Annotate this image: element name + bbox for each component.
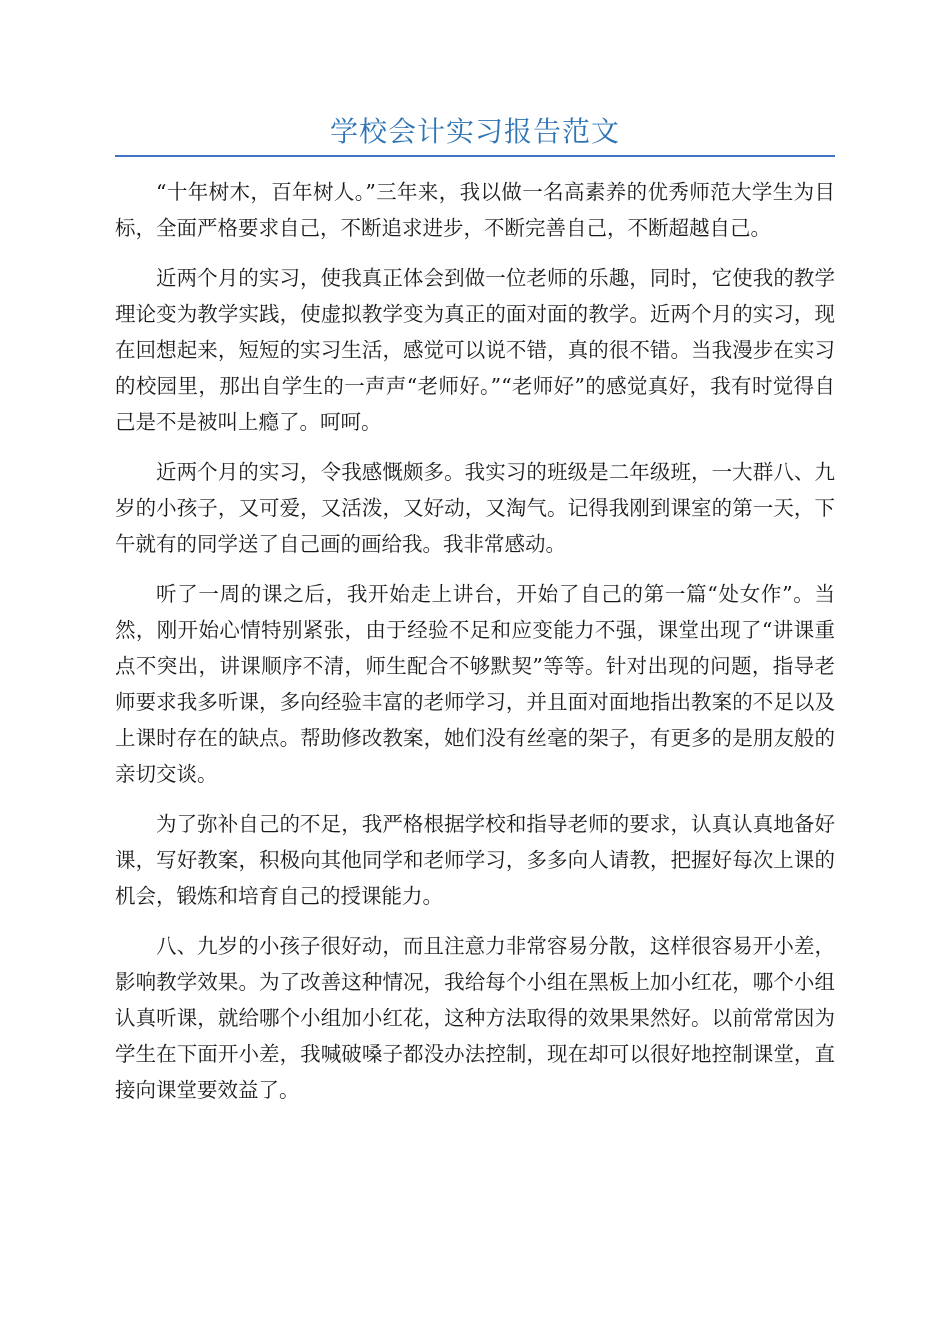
paragraph-3: 近两个月的实习，令我感慨颇多。我实习的班级是二年级班，一大群八、九岁的小孩子，又可爱，又活泼，又好动，又淘气。记得我刚到课室的第一天，下午就有的同学送了自己画的画给我。我非常感动。 (115, 460, 835, 556)
paragraph-1: “十年树木，百年树人。”三年来，我以做一名高素养的优秀师范大学生为目标，全面严格要求自己，不断追求进步，不断完善自己，不断超越自己。 (115, 180, 835, 240)
paragraph-6: 八、九岁的小孩子很好动，而且注意力非常容易分散，这样很容易开小差，影响教学效果。为了改善这种情况，我给每个小组在黑板上加小红花，哪个小组认真听课，就给哪个小组加小红花，这种方法取得的效果果然好。以前常常因为学生在下面开小差，我喊破嗓子都没办法控制，现在却可以很好地控制课堂，直接向课堂要效益了。 (115, 934, 835, 1102)
paragraph-4: 听了一周的课之后，我开始走上讲台，开始了自己的第一篇“处女作”。当然，刚开始心情特别紧张，由于经验不足和应变能力不强，课堂出现了“讲课重点不突出，讲课顺序不清，师生配合不够默契”等等。针对出现的问题，指导老师要求我多听课，多向经验丰富的老师学习，并且面对面地指出教案的不足以及上课时存在的缺点。帮助修改教案，她们没有丝毫的架子，有更多的是朋友般的亲切交谈。 (115, 582, 835, 786)
document-body (115, 174, 835, 1122)
title-underline (115, 155, 835, 157)
paragraph-5: 为了弥补自己的不足，我严格根据学校和指导老师的要求，认真认真地备好课，写好教案，积极向其他同学和老师学习，多多向人请教，把握好每次上课的机会，锻炼和培育自己的授课能力。 (115, 812, 835, 908)
paragraph-2: 近两个月的实习，使我真正体会到做一位老师的乐趣，同时，它使我的教学理论变为教学实践，使虚拟教学变为真正的面对面的教学。近两个月的实习，现在回想起来，短短的实习生活，感觉可以说不错，真的很不错。当我漫步在实习的校园里，那出自学生的一声声“老师好。”“老师好”的感觉真好，我有时觉得自己是不是被叫上瘾了。呵呵。 (115, 266, 835, 434)
document-title: 学校会计实习报告范文 (329, 115, 620, 148)
